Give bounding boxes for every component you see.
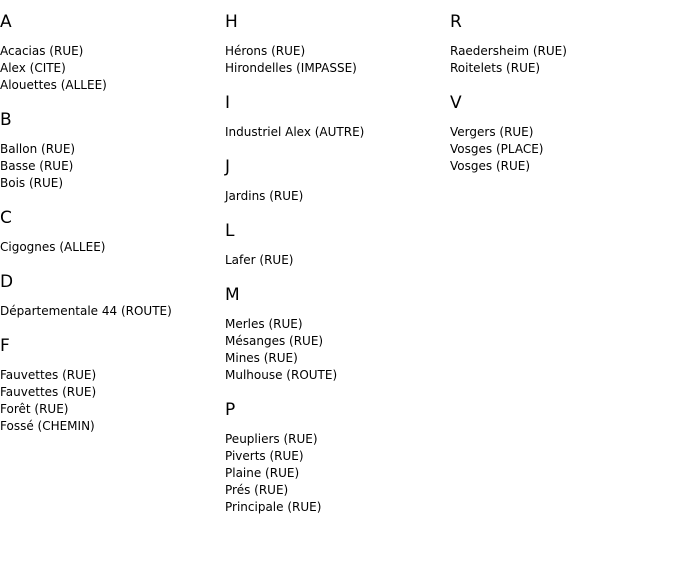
street-list — [450, 124, 670, 175]
street-list — [450, 43, 670, 77]
street-link[interactable]: Vosges (RUE) — [450, 159, 531, 173]
street-list — [225, 188, 445, 205]
letter-heading: A — [0, 12, 12, 32]
street-link[interactable]: Principale (RUE) — [225, 500, 322, 514]
letter-heading: D — [0, 272, 14, 292]
letter-heading: P — [225, 400, 236, 420]
street-link[interactable]: Forêt (RUE) — [0, 402, 69, 416]
index-column-2 — [225, 12, 445, 532]
letter-heading: F — [0, 336, 10, 356]
street-link[interactable]: Cigognes (ALLEE) — [0, 240, 106, 254]
letter-group — [0, 12, 220, 94]
letter-heading: M — [225, 285, 240, 305]
letter-group — [225, 12, 445, 77]
street-link[interactable]: Bois (RUE) — [0, 176, 64, 190]
street-link[interactable]: Mines (RUE) — [225, 351, 298, 365]
street-link[interactable]: Hirondelles (IMPASSE) — [225, 61, 357, 75]
street-link[interactable]: Peupliers (RUE) — [225, 432, 318, 446]
letter-heading: L — [225, 221, 235, 241]
street-link[interactable]: Acacias (RUE) — [0, 44, 84, 58]
street-link[interactable]: Industriel Alex (AUTRE) — [225, 125, 365, 139]
street-link[interactable]: Mésanges (RUE) — [225, 334, 324, 348]
street-link[interactable]: Vosges (PLACE) — [450, 142, 544, 156]
street-link[interactable]: Alex (CITE) — [0, 61, 66, 75]
street-link[interactable]: Prés (RUE) — [225, 483, 289, 497]
letter-group — [225, 285, 445, 384]
letter-heading: H — [225, 12, 238, 32]
street-link[interactable]: Jardins (RUE) — [225, 189, 304, 203]
street-list — [225, 124, 445, 141]
index-column-3 — [450, 12, 670, 191]
letter-group — [450, 12, 670, 77]
letter-group — [225, 221, 445, 269]
street-link[interactable]: Mulhouse (ROUTE) — [225, 368, 338, 382]
street-list — [225, 316, 445, 384]
letter-group — [0, 110, 220, 192]
street-link[interactable]: Vergers (RUE) — [450, 125, 534, 139]
letter-group — [225, 400, 445, 516]
street-list — [0, 367, 220, 435]
street-link[interactable]: Plaine (RUE) — [225, 466, 300, 480]
street-list — [225, 43, 445, 77]
street-link[interactable]: Piverts (RUE) — [225, 449, 304, 463]
letter-group — [0, 336, 220, 435]
street-link[interactable]: Fauvettes (RUE) — [0, 368, 97, 382]
street-list — [0, 303, 220, 320]
street-link[interactable]: Fossé (CHEMIN) — [0, 419, 95, 433]
street-list — [225, 431, 445, 516]
letter-group — [225, 157, 445, 205]
street-list — [0, 141, 220, 192]
street-list — [0, 43, 220, 94]
street-link[interactable]: Merles (RUE) — [225, 317, 303, 331]
street-link[interactable]: Roitelets (RUE) — [450, 61, 541, 75]
letter-group — [0, 272, 220, 320]
letter-heading: R — [450, 12, 462, 32]
street-link[interactable]: Fauvettes (RUE) — [0, 385, 97, 399]
letter-heading: I — [225, 93, 231, 113]
street-link[interactable]: Basse (RUE) — [0, 159, 74, 173]
letter-heading: C — [0, 208, 12, 228]
street-link[interactable]: Alouettes (ALLEE) — [0, 78, 107, 92]
street-list — [0, 239, 220, 256]
street-link[interactable]: Hérons (RUE) — [225, 44, 306, 58]
letter-group — [225, 93, 445, 141]
street-link[interactable]: Ballon (RUE) — [0, 142, 76, 156]
street-list — [225, 252, 445, 269]
letter-group — [0, 208, 220, 256]
letter-heading: V — [450, 93, 462, 113]
letter-heading: B — [0, 110, 12, 130]
street-link[interactable]: Départementale 44 (ROUTE) — [0, 304, 172, 318]
street-link[interactable]: Lafer (RUE) — [225, 253, 294, 267]
street-link[interactable]: Raedersheim (RUE) — [450, 44, 567, 58]
letter-group — [450, 93, 670, 175]
letter-heading: J — [225, 157, 231, 177]
index-column-1 — [0, 12, 220, 451]
